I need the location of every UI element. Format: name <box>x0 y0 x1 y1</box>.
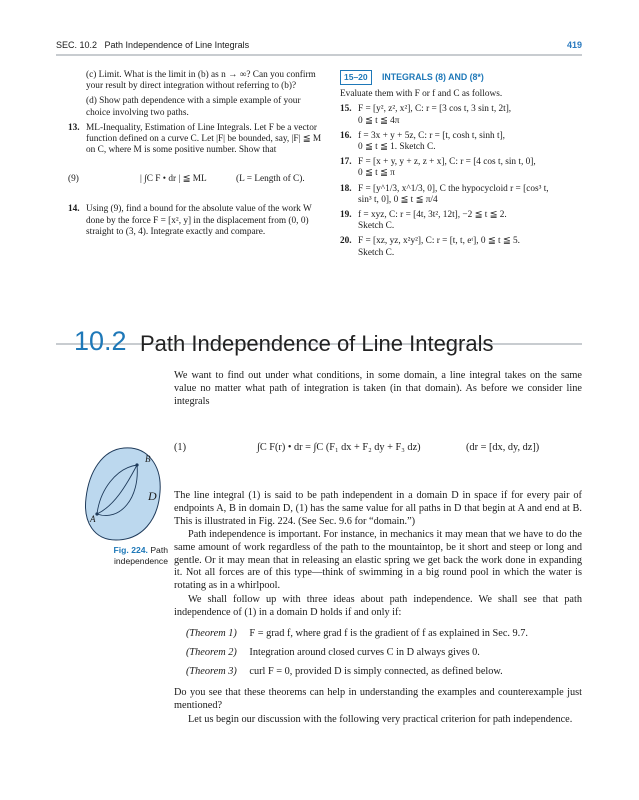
section-number: 10.2 <box>74 326 127 356</box>
exercise-line: Sketch C. <box>358 221 395 232</box>
theorem-2 <box>186 647 480 658</box>
exercise-line: F = [x + y, y + z, z + x], C: r = [4 cos t, sin t, 0], <box>358 157 536 168</box>
exercise-text: Using (9), find a bound for the absolute value of the work W done by the force F = [x², y] in the displacement from (0, 0) straight to (3, 4). Integrate exactly and compare. <box>86 204 312 237</box>
exercise-line: Sketch C. <box>358 247 395 258</box>
header-rule <box>56 54 582 56</box>
exercise-set-heading <box>340 70 582 85</box>
exercise-line: 0 ≦ t ≦ 4π <box>358 115 400 126</box>
exercise-number: 19. <box>340 210 352 221</box>
point-B <box>135 463 138 466</box>
caption-text: Path independence <box>113 545 168 566</box>
section-title: Path Independence of Line Integrals <box>140 331 494 356</box>
figure-caption <box>68 545 168 566</box>
theorem-1 <box>186 628 528 639</box>
exercise-16 <box>340 131 582 153</box>
exercise-number: 17. <box>340 157 352 168</box>
paragraph-definition: The line integral (1) is said to be path independent in a domain D in space if for every pair of endpoints A, B in domain D, (1) has the same value for all paths in D that begin at A and end at B. This is illustrated in Fig. 224. (See Sec. 9.6 for “domain.”) <box>174 490 582 527</box>
exercise-20 <box>340 236 582 258</box>
exercise-13 <box>68 123 322 157</box>
exercise-set-intro: Evaluate them with F or f and C as follows. <box>340 89 503 100</box>
label-D: D <box>148 489 157 503</box>
equation-formula: | ∫C F • dr | ≦ ML <box>140 174 207 185</box>
exercise-set-title: INTEGRALS (8) AND (8*) <box>381 72 484 82</box>
exercise-part-d: (d) Show path dependence with a simple example of your choice involving two paths. <box>86 96 301 118</box>
paragraph-question: Do you see that these theorems can help in understanding the examples and counterexample just mentioned? <box>174 687 582 711</box>
theorem-text: Integration around closed curves C in D always gives 0. <box>249 647 480 658</box>
label-A: A <box>90 514 96 524</box>
intro-paragraph: We want to find out under what conditions, in some domain, a line integral takes on the same value no matter what path of integration is taken (in that domain). As before we consider line integrals <box>174 370 582 407</box>
exercise-number: 15. <box>340 104 352 115</box>
equation-1-formula: ∫C F(r) • dr = ∫C (F₁ dx + F₂ dy + F₃ dz) <box>257 442 421 453</box>
paragraph-three-ideas: We shall follow up with three ideas about path independence. We shall see that path independence of (1) in a domain D holds if and only if: <box>174 594 582 618</box>
theorem-label: (Theorem 3) <box>186 666 237 677</box>
theorem-text: curl F = 0, provided D is simply connected, as defined below. <box>249 666 503 677</box>
exercise-part-c: (c) Limit. What is the limit in (b) as n → ∞? Can you confirm your result by direct integration without referring to (b)? <box>86 70 316 92</box>
exercise-line: F = [xz, yz, x²y²], C: r = [t, t, eᵗ], 0 ≦ t ≦ 5. <box>358 236 521 247</box>
equation-9 <box>68 160 322 198</box>
section-title-header: Path Independence of Line Integrals <box>104 40 250 50</box>
exercise-line: 0 ≦ t ≦ π <box>358 168 395 179</box>
exercise-text: ML-Inequality, Estimation of Line Integrals. Let F be a vector function defined on a curve C. Let |F| be bounded, say, |F| ≦ M on C, where M is some positive number. Show that <box>86 122 322 156</box>
exercise-line: F = [y², z², x²], C: r = [3 cos t, 3 sin t, 2t], <box>358 104 512 115</box>
caption-number: Fig. 224. <box>113 545 148 555</box>
exercise-line: f = 3x + y + 5z, C: r = [t, cosh t, sinh t], <box>358 130 505 141</box>
exercise-line: f = xyz, C: r = [4t, 3t², 12t], −2 ≦ t ≦ 2. <box>358 210 507 221</box>
exercise-number: 13. <box>68 122 80 133</box>
theorem-label: (Theorem 2) <box>186 647 237 658</box>
exercise-19 <box>340 210 582 232</box>
theorem-label: (Theorem 1) <box>186 628 237 639</box>
equation-1-note: (dr = [dx, dy, dz]) <box>466 442 540 453</box>
running-header-section <box>56 40 249 50</box>
exercise-number: 18. <box>340 183 352 194</box>
exercise-range-box: 15–20 <box>340 70 372 85</box>
section-label: SEC. 10.2 <box>56 40 98 50</box>
equation-note: (L = Length of C). <box>236 174 305 185</box>
equation-label: (9) <box>68 174 79 185</box>
equation-1-label: (1) <box>174 442 187 453</box>
exercise-line: F = [y^1/3, x^1/3, 0], C the hypocycloid r = [cos³ t, <box>358 183 549 194</box>
page-number: 419 <box>566 40 582 50</box>
exercise-18 <box>340 184 582 206</box>
exercise-number: 16. <box>340 130 352 141</box>
exercise-number: 14. <box>68 204 80 215</box>
paragraph-criterion: Let us begin our discussion with the following very practical criterion for path independence. <box>188 714 573 725</box>
exercise-line: 0 ≦ t ≦ 1. Sketch C. <box>358 142 436 153</box>
left-column <box>68 70 322 242</box>
exercise-15 <box>340 104 582 126</box>
exercise-17 <box>340 157 582 179</box>
exercise-line: sin³ t, 0], 0 ≦ t ≦ π/4 <box>358 194 438 205</box>
label-B: B <box>145 454 151 464</box>
exercise-number: 20. <box>340 236 352 247</box>
right-column <box>340 70 582 263</box>
exercise-14 <box>68 204 322 238</box>
theorem-text: F = grad f, where grad f is the gradient of f as explained in Sec. 9.7. <box>249 628 528 639</box>
paragraph-importance: Path independence is important. For instance, in mechanics it may mean that we have to do the same amount of work regardless of the path to the mountaintop, be it short and steep or long and gentle. Or it may mean that in releasing an elastic spring we get back the work done in expanding it. Not all forces are of this type—think of swimming in a big round pool in which the water is rotating as in a whirlpool. <box>174 529 582 592</box>
theorem-3 <box>186 666 503 677</box>
